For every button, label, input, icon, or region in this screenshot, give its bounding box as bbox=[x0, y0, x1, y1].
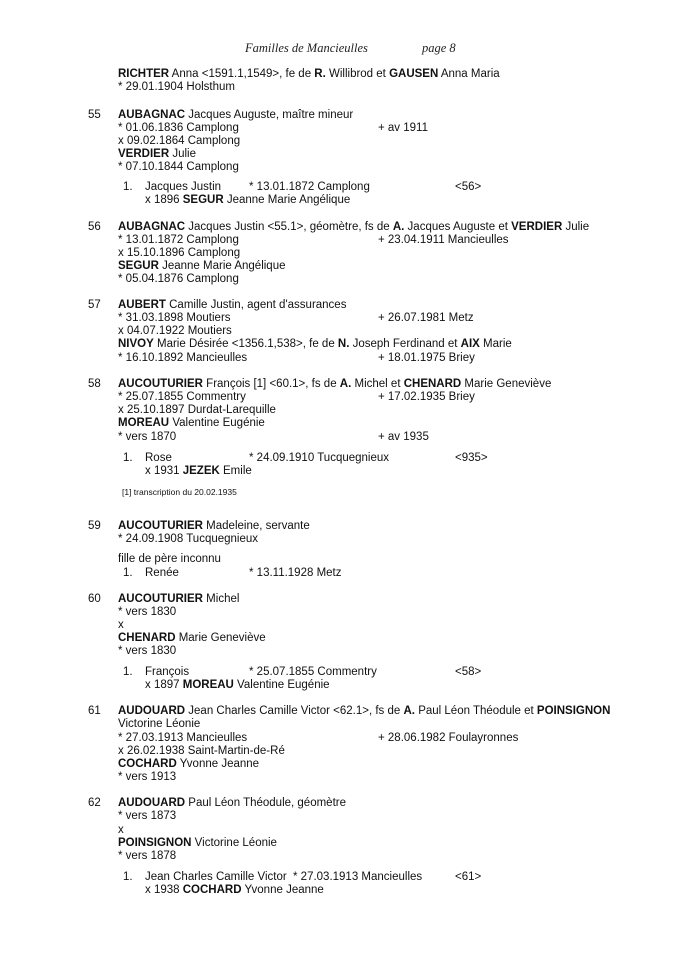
document-title: Familles de Mancieulles bbox=[245, 41, 368, 55]
birth-line: * 27.03.1913 Mancieulles bbox=[118, 732, 248, 744]
person-line: AUBAGNAC Jacques Justin <55.1>, géomètre, fs de A. Jacques Auguste et VERDIER Julie bbox=[118, 221, 590, 233]
spouse-line: SEGUR Jeanne Marie Angélique bbox=[118, 260, 286, 272]
child-name: Jacques Justin bbox=[145, 181, 222, 193]
spouse-line: POINSIGNON Victorine Léonie bbox=[118, 837, 277, 849]
spouse-birth-line: * vers 1870 bbox=[118, 431, 177, 443]
spouse-birth-line: * vers 1878 bbox=[118, 850, 177, 862]
child-birth: * 13.11.1928 Metz bbox=[249, 567, 342, 579]
child-ref: <56> bbox=[455, 181, 482, 193]
person-line: AUDOUARD Jean Charles Camille Victor <62.1>, fs de A. Paul Léon Théodule et POINSIGNON bbox=[118, 705, 611, 717]
child-name: Jean Charles Camille Victor bbox=[145, 871, 287, 883]
spouse-line: CHENARD Marie Geneviève bbox=[118, 632, 266, 644]
person-line: AUCOUTURIER Michel bbox=[118, 593, 240, 605]
person-line: AUCOUTURIER Madeleine, servante bbox=[118, 520, 310, 532]
person-line: AUCOUTURIER François [1] <60.1>, fs de A. Michel et CHENARD Marie Geneviève bbox=[118, 378, 552, 390]
person-line: AUBERT Camille Justin, agent d'assurances bbox=[118, 299, 347, 311]
spouse-line: MOREAU Valentine Eugénie bbox=[118, 417, 265, 429]
birth-line: * 01.06.1836 Camplong bbox=[118, 122, 239, 134]
child-index: 1. bbox=[123, 666, 133, 678]
spouse-birth-line: * 07.10.1844 Camplong bbox=[118, 161, 239, 173]
child-ref: <935> bbox=[455, 452, 488, 464]
entry-number: 58 bbox=[88, 378, 101, 390]
birth-line: * 25.07.1855 Commentry bbox=[118, 391, 246, 403]
child-marriage: x 1931 JEZEK Emile bbox=[145, 465, 252, 477]
child-index: 1. bbox=[123, 181, 133, 193]
child-ref: <61> bbox=[455, 871, 482, 883]
marriage-line: x 26.02.1938 Saint-Martin-de-Ré bbox=[118, 745, 285, 757]
footnote: [1] transcription du 20.02.1935 bbox=[122, 487, 237, 497]
spouse-line: RICHTER Anna <1591.1,1549>, fe de R. Willibrod et GAUSEN Anna Maria bbox=[118, 68, 500, 80]
entry-number: 56 bbox=[88, 221, 101, 233]
spouse-line: COCHARD Yvonne Jeanne bbox=[118, 758, 260, 770]
death-line: + 17.02.1935 Briey bbox=[378, 391, 475, 403]
child-name: François bbox=[145, 666, 190, 678]
spouse-death-line: + av 1935 bbox=[378, 431, 429, 443]
child-marriage: x 1897 MOREAU Valentine Eugénie bbox=[145, 679, 330, 691]
parentage-line: fille de père inconnu bbox=[118, 553, 221, 565]
child-index: 1. bbox=[123, 567, 133, 579]
child-ref: <58> bbox=[455, 666, 482, 678]
entry-number: 60 bbox=[88, 593, 101, 605]
birth-line: * 31.03.1898 Moutiers bbox=[118, 312, 231, 324]
child-index: 1. bbox=[123, 871, 133, 883]
marriage-line: x 15.10.1896 Camplong bbox=[118, 247, 241, 259]
birth-line: * vers 1873 bbox=[118, 810, 177, 822]
marriage-line: x 25.10.1897 Durdat-Larequille bbox=[118, 404, 276, 416]
entry-number: 59 bbox=[88, 520, 101, 532]
child-name: Renée bbox=[145, 567, 179, 579]
child-birth: * 25.07.1855 Commentry bbox=[249, 666, 377, 678]
child-index: 1. bbox=[123, 452, 133, 464]
person-line-continued: Victorine Léonie bbox=[118, 718, 201, 730]
birth-line: * 13.01.1872 Camplong bbox=[118, 234, 239, 246]
entry-number: 57 bbox=[88, 299, 101, 311]
death-line: + av 1911 bbox=[378, 122, 428, 134]
entry-number: 61 bbox=[88, 705, 101, 717]
spouse-line: NIVOY Marie Désirée <1356.1,538>, fe de N. Joseph Ferdinand et AIX Marie bbox=[118, 338, 512, 350]
spouse-birth-line: * vers 1830 bbox=[118, 645, 177, 657]
person-line: AUDOUARD Paul Léon Théodule, géomètre bbox=[118, 797, 346, 809]
child-name: Rose bbox=[145, 452, 172, 464]
entry-number: 55 bbox=[88, 109, 101, 121]
child-birth: * 24.09.1910 Tucquegnieux bbox=[249, 452, 390, 464]
entry-number: 62 bbox=[88, 797, 101, 809]
page-number: page 8 bbox=[422, 41, 456, 55]
spouse-line: VERDIER Julie bbox=[118, 148, 196, 160]
person-line: AUBAGNAC Jacques Auguste, maître mineur bbox=[118, 109, 354, 121]
death-line: + 26.07.1981 Metz bbox=[378, 312, 474, 324]
birth-line: * 29.01.1904 Holsthum bbox=[118, 81, 235, 93]
birth-line: * vers 1830 bbox=[118, 606, 177, 618]
marriage-line: x bbox=[118, 619, 124, 631]
birth-line: * 24.09.1908 Tucquegnieux bbox=[118, 533, 259, 545]
child-marriage: x 1938 COCHARD Yvonne Jeanne bbox=[145, 884, 324, 896]
marriage-line: x bbox=[118, 824, 124, 836]
marriage-line: x 09.02.1864 Camplong bbox=[118, 135, 241, 147]
spouse-death-line: + 18.01.1975 Briey bbox=[378, 352, 475, 364]
spouse-birth-line: * vers 1913 bbox=[118, 771, 177, 783]
marriage-line: x 04.07.1922 Moutiers bbox=[118, 325, 232, 337]
spouse-birth-line: * 16.10.1892 Mancieulles bbox=[118, 352, 248, 364]
death-line: + 23.04.1911 Mancieulles bbox=[378, 234, 509, 246]
death-line: + 28.06.1982 Foulayronnes bbox=[378, 732, 519, 744]
child-marriage: x 1896 SEGUR Jeanne Marie Angélique bbox=[145, 194, 351, 206]
child-birth: * 27.03.1913 Mancieulles bbox=[293, 871, 423, 883]
spouse-birth-line: * 05.04.1876 Camplong bbox=[118, 273, 239, 285]
child-birth: * 13.01.1872 Camplong bbox=[249, 181, 370, 193]
